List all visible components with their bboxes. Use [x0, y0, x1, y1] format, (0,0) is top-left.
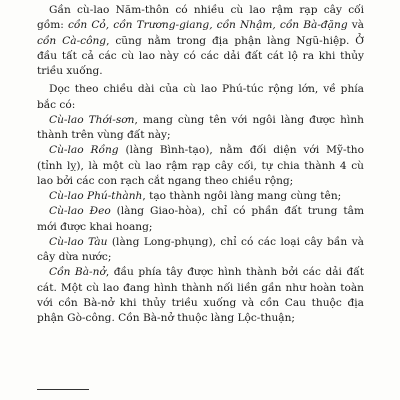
text-run: , đầu phía tây được hình thành bởi các dải đất cát. Một cù lao đang hình thành nối liền gần như hoàn toàn với cồn Bà-nở khi thủy triều xuống và cồn Cau thuộc địa phận Gò-công. Cồn Bà-nở thuộc làng Lộc-thuận; — [37, 266, 364, 324]
text-run: (làng Long-phụng), chỉ có các loại cây bần và cây dừa nước; — [37, 235, 364, 263]
footnote-separator — [37, 389, 89, 390]
paragraph — [37, 235, 364, 266]
italic-term: Cồn Bà-nở — [49, 266, 106, 279]
text-run: (làng Bình-tạo), nằm đối diện với Mỹ-tho (tỉnh lỵ), là một cù lao rậm rạp cây cối, tự chia thành 4 cù lao bởi các con rạch cắt ngang theo chiều rộng; — [37, 144, 364, 187]
text-run: Gần cù-lao Năm-thôn có nhiều cù lao rậm rạp cây cối gồm: — [37, 4, 364, 32]
body-text — [37, 3, 364, 326]
italic-term: cồn Cà-công — [37, 34, 107, 47]
text-run: , cũng nằm trong địa phận làng Ngũ-hiệp. Ở đầu tất cả các cù lao này có các dải đất cát lộ ra khi thủy triều xuống. — [37, 34, 364, 77]
italic-term: Cù-lao Rồng — [49, 144, 119, 157]
paragraph — [37, 204, 364, 235]
italic-term: Cù-lao Đeo — [49, 205, 111, 218]
italic-term: Cù-lao Tàu — [49, 235, 108, 248]
paragraph — [37, 143, 364, 189]
text-run: (làng Giao-hòa), chỉ có phần đất trung tâm mới được khai hoang; — [37, 205, 364, 233]
italic-term: Cù-lao Phú-thành — [49, 190, 143, 202]
text-run: , tạo thành ngôi làng mang cùng tên; — [142, 190, 342, 202]
paragraph — [37, 113, 364, 144]
text-run: và — [347, 19, 365, 32]
text-run: Dọc theo chiều dài của cù lao Phú-túc rộng lớn, về phía bắc có: — [37, 83, 364, 111]
paragraph — [37, 265, 364, 326]
paragraph — [37, 3, 364, 79]
text-run: , mang cùng tên với ngôi làng được hình thành trên vùng đất này; — [37, 113, 364, 141]
paragraph — [37, 82, 364, 113]
italic-term: Cù-lao Thới-sơn — [49, 113, 135, 126]
paragraph — [37, 189, 364, 204]
italic-term: cồn Cỏ, cồn Trương-giang, cồn Nhậm, cồn Bà-đặng — [67, 19, 348, 32]
